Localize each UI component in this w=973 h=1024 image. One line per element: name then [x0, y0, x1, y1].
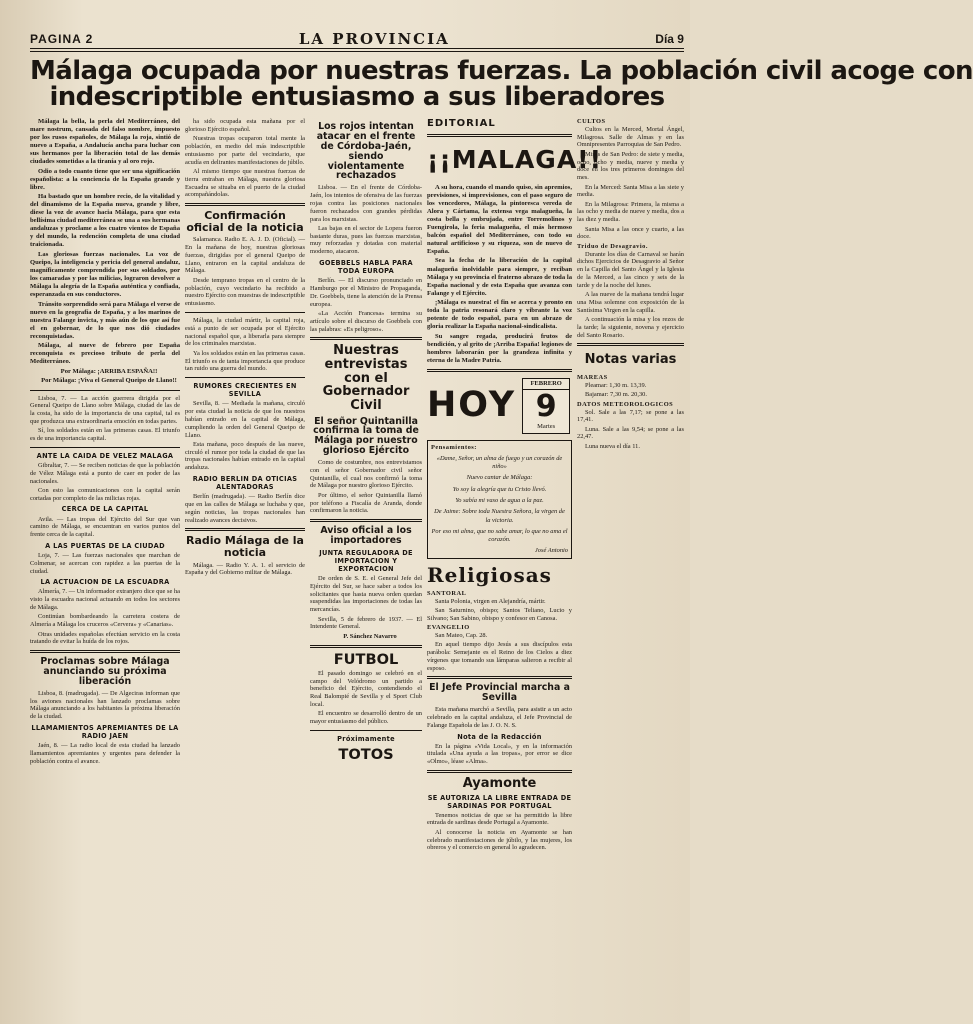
article-subheading: El señor Quintanilla confirma la toma de Málaga por nuestro glorioso Ejército: [313, 415, 419, 457]
section-heading: RADIO BERLIN DA OTICIAS ALENTADORAS: [192, 475, 298, 492]
closing-line: Por Málaga: ¡ARRIBA ESPAÑA!!: [60, 367, 158, 375]
paragraph: Las bajas en el sector de Lopera fueron bastante duras, pues las fuerzas marxistas, muy reforzadas y dotadas con material moderno, atacaron.: [310, 224, 422, 256]
paragraph: Sevilla, 5 de febrero de 1937. — El Intendente General.: [310, 615, 422, 631]
section-heading: MAREAS: [577, 374, 608, 382]
divider: [427, 770, 572, 773]
paragraph: Sol. Sale a las 7,17; se pone a las 17,41.: [577, 408, 684, 424]
issue-date: Día 9: [655, 32, 684, 46]
paragraph: En la página «Vida Local», y en la información titulada «Una ayuda a las tropas», por error se dice «Olmo», léase «Alma».: [427, 742, 572, 766]
paragraph: ¡Málaga es nuestra! el fin se acerca y pronto en toda la patria resonará claro y vibrante la voz potente de todo español, para en un abrazo de gloria realizar la España nacional-sindicalista.: [427, 299, 572, 331]
headline-line-1: Málaga ocupada por nuestras fuerzas. La población civil acoge con: [30, 56, 973, 86]
section-heading: Triduo de Desagravio.: [577, 242, 648, 250]
page-number: PAGINA 2: [30, 32, 94, 46]
paragraph: Pleamar: 1,30 m. 13,39.: [585, 382, 647, 390]
paragraph: Sea la fecha de la liberación de la capital malagueña inolvidable para siempre, y reciban Málaga y su provincia el fraterno abrazo de toda la España nacional y de esta España que avanza con Falange y el Ejército.: [427, 257, 572, 297]
paragraph: Con esto las comunicaciones con la capital serán cortadas por completo de las milicias rojas.: [30, 486, 180, 502]
poem-line: «Dame, Señor, un alma de fuego y un corazón de niño»: [436, 454, 563, 470]
main-headline: [30, 56, 973, 112]
section-heading: CERCA DE LA CAPITAL: [61, 505, 149, 514]
paragraph: Santa Misa a las once y cuarto, a las doce.: [577, 225, 684, 241]
paragraph: Sevilla, 8. — Mediada la mañana, circuló por esta ciudad la noticia de que los nuestros habían entrado en la capital de Málaga, cumpliendo la orden del General Queipo de Llano.: [185, 400, 305, 439]
paragraph: De orden de S. E. el General Jefe del Ejército del Sur, se hace saber a todos los solicitantes que hasta nueva orden quedan suspendidas las importaciones de todas las mercancías.: [310, 575, 422, 614]
calendar-day: 9: [535, 388, 557, 424]
editorial-body: [427, 184, 572, 365]
paragraph: Luna. Sale a las 9,54; se pone a las 22,47.: [577, 425, 684, 441]
poem-intro: Pensamientos:: [431, 443, 477, 451]
paragraph: Berlín. — El discurso pronunciado en Hamburgo por el Ministro de Propaganda, Dr. Goebbels, tiene la atención de la Prensa europea.: [310, 277, 422, 308]
divider: [427, 676, 572, 679]
paragraph: Salamanca. Radio E. A. J. D. (Oficial). — En la mañana de hoy, nuestras gloriosas fuerzas, dirigidas por el general Queipo de Llano, entraron en la capital andaluza de Málaga.: [185, 236, 305, 275]
paragraph: Cultos en la Merced, Mortal Ángel, Milagrosa. Salle de Almas y en las Omnipresentes Parroquias de San Pedro.: [577, 125, 684, 149]
paragraph: Por último, el señor Quintanilla llamó por teléfono a Fiscalía de Aranda, donde confirmaron la noticia.: [310, 491, 422, 515]
paragraph: Gibraltar, 7. — Se reciben noticias de que la población de Vélez Málaga está a punto de caer en poder de las nacionales.: [30, 461, 180, 485]
paragraph: Málaga la bella, la perla del Mediterráneo, del mare nostrum, cansada del falso nombre, impuesto por los rusos españoles, de Málaga la roja, sintió de nuevo a España, a Andalucía ancha para luchar con sus hermanos por la liberación total de las demás ciudades sometidas a la tiranía y al oro rojo.: [30, 118, 180, 166]
paragraph: Jaén, 8. — La radio local de esta ciudad ha lanzado llamamientos apremiantes y urgentes para defender la población contra el avance.: [30, 742, 180, 765]
section-heading: SE AUTORIZA LA LIBRE ENTRADA DE SARDINAS POR PORTUGAL: [427, 793, 572, 810]
paragraph: En la Milagrosa: Primera, la misma a las ocho y media de nueve y media, dos a las diez y media.: [577, 200, 684, 224]
paragraph: Nuestras tropas ocuparon total mente la población, en medio del más indescriptible entusiasmo por parte del vecindario, que acudía en delirantes manifestaciones de júbilo.: [185, 135, 305, 166]
poem-note: De Jaime: Sobre toda Nuestra Señora, la virgen de la victoria.: [434, 508, 565, 524]
divider: [185, 528, 305, 531]
calendar-weekday: Martes: [537, 422, 556, 430]
signature: P. Sánchez Navarro: [343, 632, 397, 640]
poem-line: Nuevo cantar de Málaga:: [466, 474, 533, 482]
calendar-month: FEBRERO: [523, 379, 569, 390]
paragraph: Berlín (madrugada). — Radio Berlín dice que en las calles de Málaga se luchaba y que, según noticias, las tropas nacionales han realizado avances decisivos.: [185, 493, 305, 524]
paragraph: Sí, los soldados están en las primeras casas. El triunfo es de una importancia capital.: [30, 427, 180, 443]
divider: [310, 730, 422, 731]
article-heading: Confirmación oficial de la noticia: [186, 209, 304, 234]
paragraph: Durante los días de Carnaval se harán dichos Ejercicios de Desagravio al Señor en la Capilla del Santo Ángel y la Iglesia de la Merced, a las cinco y seis de la tarde y de la noche del lunes.: [577, 250, 684, 289]
divider: [427, 369, 572, 372]
paragraph: «La Acción Francesa» termina su artículo sobre el discurso de Goebbels con las palabras: «Es peligroso».: [310, 309, 422, 333]
paragraph: Otras unidades españolas efectúan servicio en la costa tratando de evitar la huída de los rojos.: [30, 630, 180, 646]
paragraph: En aquel tiempo dijo Jesús a sus discípulos esta parábola: Semejante es el Reino de los Cielos a diez vírgenes que tomando sus lámparas salieron a recibir al esposo.: [427, 641, 572, 672]
column-5: [577, 118, 684, 1008]
paragraph: Al conocerse la noticia en Ayamonte se han celebrado manifestaciones de júbilo, y las mujeres, los obreros y el comercio en general lo agradecen.: [427, 828, 572, 852]
paragraph: Tenemos noticias de que se ha permitido la libre entrada de sardinas desde Portugal a Ayamonte.: [427, 811, 572, 827]
divider: [30, 650, 180, 653]
calendar-block: [522, 378, 570, 434]
paragraph: Odio a todo cuanto tiene que ser una significación españolista: a la conciencia de la España grande y libre.: [30, 167, 180, 191]
section-heading: EVANGELIO: [427, 623, 470, 631]
article-heading: Los rojos intentan atacar en el frente de Córdoba-Jaén, siendo violentamente rechazados: [316, 121, 416, 182]
paragraph: Lisboa, 7. — La acción guerrera dirigida por el General Queipo de Llano sobre Málaga, ciudad de las de la costa, ha sido de la importancia de una capital, tal es que produzca una extraordinaria emoción en todas partes.: [30, 394, 180, 425]
paragraph: Esta mañana, poco después de las nueve, circuló el rumor por toda la ciudad de que las tropas nacionales habían entrado en la capital andaluza.: [185, 440, 305, 472]
paragraph: ha sido ocupada esta mañana por el glorioso Ejército español.: [185, 118, 305, 133]
paragraph: Almería, 7. — Un informador extranjero dice que se ha visto la escuadra nacional actuando en todos los sectores de Málaga.: [30, 588, 180, 612]
divider: [185, 203, 305, 206]
paragraph: Continúan bombardeando la carretera costera de Almería a Málaga los cruceros «Cervera» y «Canarias».: [30, 613, 180, 629]
paragraph: Santa Polonia, virgen en Alejandría, mártir.: [435, 597, 546, 605]
paragraph: Bajamar: 7,30 m. 20,30.: [585, 391, 647, 399]
hoy-box: [427, 378, 572, 434]
paragraph: Desde temprano tropas en el centro de la población, cuyo vecindario ha recibido a nuestro Ejército con muestras de indescriptible entusiasmo.: [185, 276, 305, 308]
article-heading: Proclamas sobre Málaga anunciando su próxima liberación: [40, 656, 170, 687]
column-1: [30, 118, 180, 1008]
byline: José Antonio: [534, 547, 568, 555]
article-heading: FUTBOL: [333, 650, 399, 668]
paper-name: LA PROVINCIA: [298, 30, 450, 48]
paragraph: Al mismo tiempo que nuestras fuerzas de tierra entraban en Málaga, nuestra gloriosa Escuadra se situaba en el puerto de la ciudad acompañándolas.: [185, 167, 305, 199]
paragraph: Ha bastado que un hombre recio, de la vitalidad y del dinamismo de la España nueva, grande y libre, diese la voz de avance hacia Málaga, para que esta bellísima ciudad mediterránea se una a sus hermanas andaluzas y proclame a los cuatro vientos de España y del mundo, la redención completa de una ciudad traicionada.: [30, 193, 181, 249]
paragraph: Lisboa. — En el frente de Córdoba-Jaén, los intentos de ofensiva de las fuerzas rojas contra las posiciones nacionales fueron rechazados con grandes pérdidas para los marxistas.: [310, 184, 422, 223]
editorial-kicker: EDITORIAL: [427, 118, 496, 129]
section-heading: CULTOS: [577, 118, 606, 125]
masthead: [30, 30, 684, 52]
paragraph: Luna nueva el día 11.: [585, 442, 640, 450]
divider: [185, 377, 305, 378]
poem-line: Yo sabía mi vaso de agua a la paz.: [455, 496, 544, 504]
poem-line: Yo soy la alegría que tu Cristo llevó.: [452, 485, 547, 493]
article-heading: Aviso oficial a los importadores: [320, 525, 412, 547]
poem-box: [427, 440, 572, 560]
section-heading: SANTORAL: [427, 589, 467, 597]
section-heading: DATOS METEOROLOGICOS: [577, 400, 674, 408]
section-heading: GOEBBELS HABLA PARA TODA EUROPA: [319, 259, 413, 276]
headline-line-2: indescriptible entusiasmo a sus liberadores: [49, 82, 665, 112]
article-heading: Nuestras entrevistas con el Gobernador Civil: [322, 343, 410, 413]
article-heading: Radio Málaga de la noticia: [186, 534, 304, 559]
paragraph: El pasado domingo se celebró en el campo del Velódromo un partido a beneficio del Ejército, contendiendo el Real Balompié de Sevilla y el Sport Club local.: [310, 669, 422, 709]
paragraph: Tránsito sorprendido será para Málaga el verse de nuevo en la geografía de España, y a los marinos de nuestra Falange invicta, y más aún de los que así fue el en gobernar, de lo que nos dió ciudades reconquistadas.: [30, 300, 180, 340]
paragraph: San Mateo, Cap. 28.: [435, 631, 488, 639]
divider: [30, 390, 180, 391]
column-3: [310, 118, 422, 1008]
paragraph: Su sangre regada, producirá frutos de bendición, y al grito de ¡Arriba España! legiones de hombres laborarán por la grandeza infinita y eterna de la Madre Patria.: [427, 332, 572, 364]
section-heading: A LAS PUERTAS DE LA CIUDAD: [45, 541, 165, 550]
paragraph: A continuación la misa y los rezos de la tarde; la siguiente, novena y ejercicio del Santo Rosario.: [577, 316, 684, 339]
section-heading: Próximamente: [337, 735, 395, 744]
column-2: [185, 118, 305, 1008]
divider: [427, 134, 572, 137]
section-heading: LA ACTUACION DE LA ESCUADRA: [40, 578, 170, 587]
article-heading: TOTOS: [338, 746, 394, 764]
paragraph: Málaga. — Radio Y. A. 1. el servicio de España y del Gobierno militar de Málaga.: [185, 561, 305, 577]
paragraph: Esta mañana marchó a Sevilla, para asistir a un acto celebrado en la capital andaluza, el Jefe Provincial de Falange Española de las J. O. N. S.: [427, 706, 572, 729]
section-heading: Nota de la Redacción: [457, 732, 542, 741]
paragraph: El encuentro se desarrolló dentro de un mayor entusiasmo del público.: [310, 710, 422, 726]
paragraph: San Saturnino, obispo; Santos Teliano, Lucio y Silvano; San Sabino, obispo y confesor en Canosa.: [427, 606, 572, 622]
section-heading: LLAMAMIENTOS APREMIANTES DE LA RADIO JAEN: [31, 724, 179, 741]
paragraph: Las gloriosas fuerzas nacionales. La voz de Queipo, la inteligencia y pericia del general andaluz, magníficamente comprendida por sus soldados, por los camaradas y por las milicias, lograron devolver a Málaga la alegría de la España auténtica y confiada, esperanzada en sus conductores.: [30, 251, 180, 299]
divider: [310, 337, 422, 340]
article-heading: El Jefe Provincial marcha a Sevilla: [429, 682, 570, 704]
paragraph: Misas de San Pedro: de siete y media, ocho, ocho y media, nueve y media y doce en los tres primeros domingos del mes.: [577, 150, 684, 182]
paragraph: Málaga, la ciudad mártir, la capital roja, está a punto de ser ocupada por el Ejército nacional español que, a liberarla para siempre de los criminales marxistas.: [185, 317, 305, 348]
paragraph: Ya los soldados están en las primeras casas. El triunfo es de tanta importancia que produce tan ruido una guerra del mundo.: [185, 349, 305, 373]
paragraph: Como de costumbre, nos entrevistamos con el señor Gobernador civil señor Quintanilla, el cual nos confirmó la toma de Málaga por nuestro glorioso Ejército.: [310, 459, 422, 490]
closing-line: Por Málaga: ¡Viva el General Queipo de Llano!!: [41, 377, 177, 385]
notas-title: Notas varias: [584, 352, 677, 368]
editorial-title: ¡¡MALAGA!!: [427, 145, 602, 175]
section-heading: RUMORES CRECIENTES EN SEVILLA: [193, 382, 297, 399]
divider: [310, 519, 422, 522]
paragraph: Málaga, al nueve de febrero por España reconquista es precioso tributo de perla del Mediterráneo.: [30, 342, 180, 366]
paragraph: A las nueve de la mañana tendrá lugar una Misa solemne con exposición de la Santísima Virgen en la capilla.: [577, 291, 684, 314]
divider: [185, 312, 305, 313]
divider: [577, 343, 684, 346]
religiosas-title: Religiosas: [427, 563, 552, 588]
poem-note: Por eso mi alma, que no sabe amar, lo que no ama el corazón.: [431, 527, 568, 544]
divider: [30, 447, 180, 448]
paragraph: Lisboa, 8. (madrugada). — De Algeciras informan que los aviones nacionales han lanzado proclamas sobre Málaga anunciando a los habitantes la próxima liberación de la ciudad.: [30, 689, 180, 721]
hoy-word: HOY: [427, 385, 517, 426]
paragraph: En la Merced: Santa Misa a las siete y media.: [577, 183, 684, 199]
paragraph: Avila. — Las tropas del Ejército del Sur que van camino de Málaga, se encuentran en varios puntos del frente cerca de la capital.: [30, 515, 180, 539]
section-heading: JUNTA REGULADORA DE IMPORTACION Y EXPORTACION: [319, 548, 413, 574]
paragraph: A su hora, cuando el mando quiso, sin apremios, previsiones, si imprevisiones, con el paso seguro de los vencedores, Málaga, la pintoresca vereda de Alora y Cártama, la extensa vega malagueña, la costa bella y embrujada, entre Torremolinos y Fuengirola, la feria malagueña, el más hermoso balcón español del Mediterráneo, con todo su natural artificioso y su riqueza, son de nuevo de España.: [427, 183, 572, 255]
columns: [30, 118, 684, 1008]
paragraph: Loja, 7. — Las fuerzas nacionales que marchan de Colmenar, se acercan con rapidez a las puertas de la ciudad.: [30, 551, 180, 575]
article-heading: Ayamonte: [462, 775, 537, 791]
section-heading: ANTE LA CAIDA DE VELEZ MALAGA: [36, 451, 174, 460]
lead-article: [30, 118, 180, 386]
divider: [310, 645, 422, 648]
